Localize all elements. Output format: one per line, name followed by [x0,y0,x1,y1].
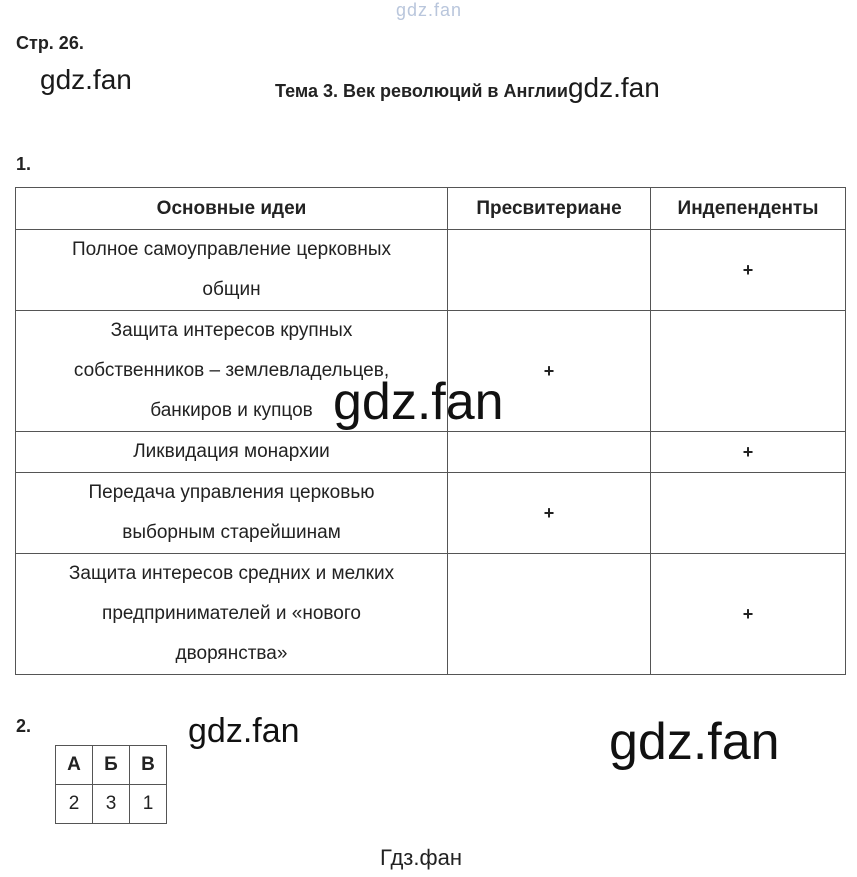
idea-line: Защита интересов средних и мелких [68,563,395,584]
answer-table [55,745,167,824]
table-header-row [16,188,846,230]
table-row [16,554,846,675]
idea-line: общин [202,279,261,300]
watermark-task2-right: gdz.fan [609,713,780,771]
presbyterians-cell: + [448,311,651,432]
header-presbyterians: Пресвитериане [448,188,651,230]
watermark-table-overlay: gdz.fan [333,373,504,431]
idea-line: Передача управления церковью [88,482,375,503]
independents-cell [651,311,846,432]
answer-value-v: 1 [130,785,167,824]
watermark-top: gdz.fan [396,0,463,20]
independents-cell: + [651,432,846,473]
answer-header-b: Б [93,746,130,785]
idea-line: Полное самоуправление церковных [71,239,392,260]
idea-cell [16,432,448,473]
idea-line: выборным старейшинам [122,522,341,543]
header-ideas: Основные идеи [16,188,448,230]
table-row [16,230,846,311]
answer-values-row [56,785,167,824]
header-independents: Индепенденты [651,188,846,230]
idea-cell [16,554,448,675]
idea-line: собственников – землевладельцев, [73,360,390,381]
idea-line: Защита интересов крупных [110,320,353,341]
table-row [16,473,846,554]
independents-cell: + [651,554,846,675]
idea-cell [16,473,448,554]
presbyterians-cell [448,230,651,311]
answer-value-a: 2 [56,785,93,824]
footer-watermark: Гдз.фан [380,845,462,870]
page-reference: Стр. 26. [16,33,84,53]
answer-header-row [56,746,167,785]
idea-line: банкиров и купцов [150,400,313,421]
watermark-task2-left: gdz.fan [188,712,300,750]
answer-header-v: В [130,746,167,785]
independents-cell [651,473,846,554]
idea-line: дворянства» [175,643,288,664]
presbyterians-cell [448,554,651,675]
idea-line: Ликвидация монархии [133,441,330,462]
presbyterians-cell: + [448,473,651,554]
presbyterians-cell [448,432,651,473]
idea-line: предпринимателей и «нового [102,603,361,624]
idea-cell [16,230,448,311]
topic-title [275,72,660,104]
watermark-left: gdz.fan [40,64,132,95]
task-1-number: 1. [16,154,32,174]
watermark-title-suffix: gdz.fan [567,72,660,103]
answer-value-b: 3 [93,785,130,824]
answer-header-a: А [56,746,93,785]
table-row [16,432,846,473]
independents-cell: + [651,230,846,311]
task-2-number: 2. [16,716,32,736]
topic-title-text: Тема 3. Век революций в Англии [275,81,568,101]
